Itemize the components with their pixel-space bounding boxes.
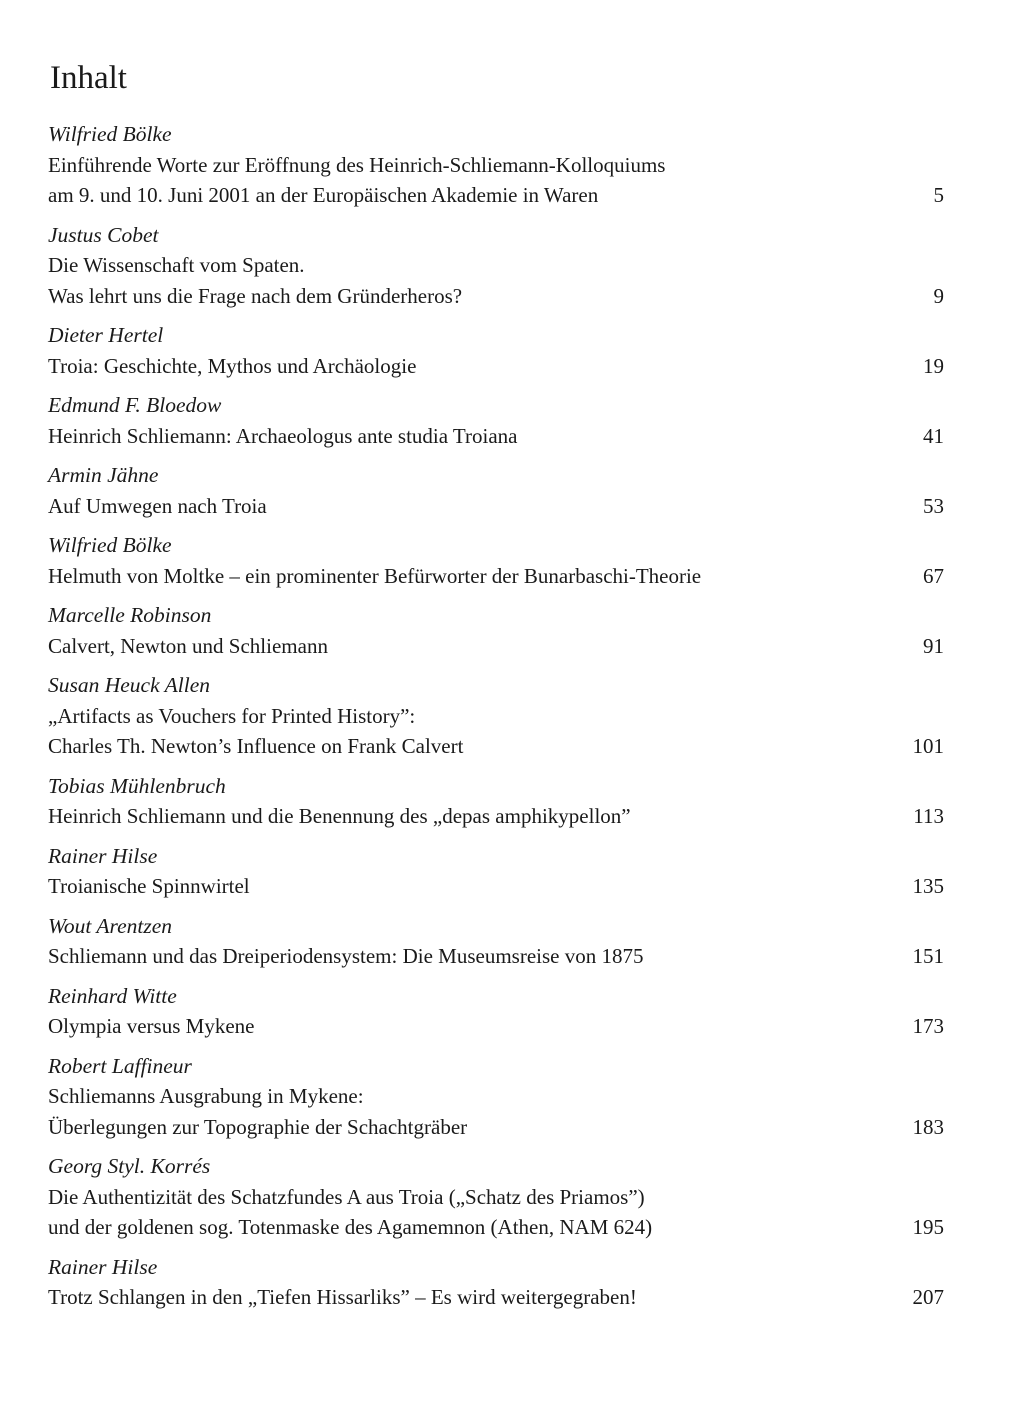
entry-page-number: 41 [923, 423, 944, 448]
toc-entry [48, 390, 948, 451]
toc-entry [48, 220, 948, 312]
entry-author: Wilfried Bölke [48, 533, 172, 557]
entry-page-number: 9 [933, 283, 944, 308]
entry-title-line: Überlegungen zur Topographie der Schachtgräber [48, 1114, 468, 1139]
entry-page-number: 53 [923, 493, 944, 518]
entry-author: Tobias Mühlenbruch [48, 773, 226, 798]
entry-author: Edmund F. Bloedow [48, 393, 222, 417]
entry-author: Reinhard Witte [48, 983, 177, 1008]
entry-page-number: 91 [923, 633, 944, 658]
entry-page-number: 101 [912, 734, 944, 758]
toc-entry [48, 1151, 948, 1243]
toc-entry [48, 841, 948, 902]
toc-entry [48, 460, 948, 521]
toc-entry [48, 670, 948, 762]
entry-page-number: 19 [923, 353, 944, 378]
toc-entries [48, 119, 948, 1322]
toc-entry [48, 119, 948, 211]
entry-page-number: 135 [912, 874, 944, 898]
entry-title-line: Troia: Geschichte, Mythos und Archäologie [48, 353, 417, 378]
entry-title-line: Olympia versus Mykene [48, 1014, 255, 1038]
entry-author: Susan Heuck Allen [48, 673, 211, 697]
toc-entry [48, 911, 948, 972]
entry-author: Justus Cobet [48, 222, 159, 247]
entry-title-line: Einführende Worte zur Eröffnung des Heinrich-Schliemann-Kolloquiums [48, 152, 666, 177]
entry-title-line: und der goldenen sog. Totenmaske des Agamemnon (Athen, NAM 624) [48, 1215, 653, 1239]
entry-author: Robert Laffineur [48, 1053, 192, 1078]
entry-page-number: 207 [912, 1285, 944, 1309]
entry-author: Dieter Hertel [48, 323, 164, 347]
entry-author: Georg Styl. Korrés [48, 1154, 211, 1178]
entry-title-line: Trotz Schlangen in den „Tiefen Hissarliks” – Es wird weitergegraben! [48, 1285, 637, 1309]
entry-author: Wilfried Bölke [48, 122, 172, 146]
entry-page-number: 183 [912, 1114, 944, 1139]
toc-entry [48, 981, 948, 1042]
entry-author: Marcelle Robinson [48, 603, 212, 627]
entry-title-line: Helmuth von Moltke – ein prominenter Befürworter der Bunarbaschi-Theorie [48, 563, 702, 588]
entry-title-line: Schliemanns Ausgrabung in Mykene: [48, 1084, 364, 1108]
entry-page-number: 173 [912, 1014, 944, 1038]
toc-entry [48, 530, 948, 591]
entry-title-line: Troianische Spinnwirtel [48, 874, 250, 898]
entry-page-number: 67 [923, 563, 944, 588]
entry-author: Wout Arentzen [48, 913, 173, 938]
entry-author: Armin Jähne [48, 463, 159, 487]
entry-title-line: Schliemann und das Dreiperiodensystem: Die Museumsreise von 1875 [48, 944, 644, 968]
toc-entry [48, 600, 948, 661]
toc-entry [48, 1252, 948, 1313]
toc-entry [48, 771, 948, 832]
entry-title-line: Heinrich Schliemann: Archaeologus ante studia Troiana [48, 423, 518, 448]
entry-title-line: Die Wissenschaft vom Spaten. [48, 253, 305, 277]
entry-title-line: „Artifacts as Vouchers for Printed History”: [48, 703, 416, 728]
entry-title-line: Auf Umwegen nach Troia [48, 493, 267, 518]
entry-page-number: 5 [933, 183, 944, 207]
entry-page-number: 195 [912, 1215, 944, 1239]
entry-author: Rainer Hilse [48, 843, 158, 868]
entry-title-line: Charles Th. Newton’s Influence on Frank Calvert [48, 734, 464, 758]
entry-title-line: Die Authentizität des Schatzfundes A aus Troia („Schatz des Priamos”) [48, 1184, 645, 1209]
entry-title-line: Heinrich Schliemann und die Benennung des „depas amphikypellon” [48, 804, 631, 828]
toc-entry [48, 320, 948, 381]
page-title: Inhalt [50, 60, 127, 96]
entry-title-line: Calvert, Newton und Schliemann [48, 633, 328, 658]
entry-title-line: am 9. und 10. Juni 2001 an der Europäischen Akademie in Waren [48, 183, 599, 207]
entry-author: Rainer Hilse [48, 1254, 158, 1279]
entry-title-line: Was lehrt uns die Frage nach dem Gründerheros? [48, 283, 463, 308]
entry-page-number: 113 [913, 804, 944, 828]
entry-page-number: 151 [912, 944, 944, 968]
toc-entry [48, 1051, 948, 1143]
